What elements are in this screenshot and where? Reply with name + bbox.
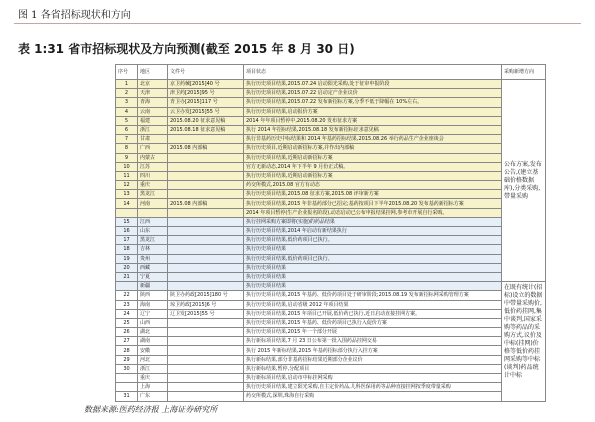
cell-doc: [168, 162, 244, 171]
table-row: [116, 291, 546, 300]
cell-region: 河北: [138, 355, 168, 364]
cell-region: 浙江: [138, 364, 168, 373]
cell-doc: [168, 272, 244, 281]
cell-status: 执行 2015 年新标结果,2015 年基药招标部分执行入挂方案: [244, 346, 502, 355]
table-row: [116, 190, 546, 199]
cell-region: 青海: [138, 98, 168, 107]
cell-no: 28: [116, 346, 138, 355]
table-row: [116, 80, 546, 89]
cell-status: 执行历史项目结果,2015 年项目已开展,低价药已执行,近日启动直接挂网方案。: [244, 309, 502, 318]
tender-status-table: [115, 64, 546, 402]
cell-region: [138, 208, 168, 217]
cell-region: 山东: [138, 227, 168, 236]
cell-no: 5: [116, 116, 138, 125]
table-row: [116, 346, 546, 355]
cell-no: 12: [116, 181, 138, 190]
cell-status: 执行历史项目结果: [244, 282, 502, 291]
cell-status: 执行历史项目结果,近期启动新招标方案: [244, 171, 502, 180]
cell-region: 黑龙江: [138, 236, 168, 245]
cell-doc: [168, 227, 244, 236]
cell-region: 重庆: [138, 181, 168, 190]
table-row: [116, 328, 546, 337]
table-title: 表 1:31 省市招标现状及方向预测(截至 2015 年 8 月 30 日): [18, 42, 355, 56]
table-row: [116, 208, 546, 217]
cell-doc: [168, 254, 244, 263]
cell-region: 海南: [138, 300, 168, 309]
table-row: [116, 355, 546, 364]
cell-no: 26: [116, 328, 138, 337]
cell-status: 执行历史项目结果,低价药项目已执行。: [244, 236, 502, 245]
cell-doc: 2015.08 内部稿: [168, 199, 244, 208]
cell-region: 云南: [138, 107, 168, 116]
cell-region: 西藏: [138, 263, 168, 272]
cell-status: 执行历史项目结果,启动省级 2012 年项目结果: [244, 300, 502, 309]
header-status: 项目状态: [244, 65, 502, 80]
source-note: 数据来源:医药经济报 上海证券研究所: [84, 405, 218, 414]
table-row: [116, 227, 546, 236]
cell-status: 执行历史项目结果,2014 年启动有新结果执行: [244, 227, 502, 236]
cell-region: 甘肃: [138, 135, 168, 144]
cell-no: 19: [116, 254, 138, 263]
cell-no: 21: [116, 272, 138, 281]
cell-status: 执行历史项目结果: [244, 263, 502, 272]
cell-status: 执行历史项目结果,低价药项目已执行。: [244, 254, 502, 263]
cell-status: 执行历史项目结果,2015.08 征求方案,2015.08 评审新方案: [244, 190, 502, 199]
cell-doc: [168, 217, 244, 226]
cell-status: 执行新标结果,暂停,分配项目: [244, 364, 502, 373]
cell-no: 11: [116, 171, 138, 180]
table-row: [116, 89, 546, 98]
cell-status: 药交所模式,深圳,珠海自行采购: [244, 392, 502, 401]
cell-region: 吉林: [138, 245, 168, 254]
cell-region: 贵州: [138, 254, 168, 263]
cell-status: 执行历史项目结果,启动报价方案: [244, 107, 502, 116]
table-row: [116, 272, 546, 281]
cell-region: 湖南: [138, 337, 168, 346]
table-row: [116, 383, 546, 392]
cell-no: 17: [116, 236, 138, 245]
table-row: [116, 135, 546, 144]
cell-no: 8: [116, 144, 138, 153]
table-row: [116, 236, 546, 245]
cell-status: 执行历史项目结果: [244, 272, 502, 281]
cell-doc: [168, 328, 244, 337]
cell-doc: [168, 208, 244, 217]
cell-status: 2014 年项目暂停(生产企业报名阶段),动态启动已公布申报结果挂网,参考市开展自行采购。: [244, 208, 502, 217]
cell-doc: [168, 392, 244, 401]
table-row: [116, 374, 546, 383]
table-body: [116, 80, 546, 402]
header-trend: 采购新增方向: [502, 65, 546, 80]
cell-doc: 青卫办[2015]117 号: [168, 98, 244, 107]
cell-status: 执行历史项目结果,2015 年一个部分开展: [244, 328, 502, 337]
cell-doc: 2015.08 内部稿: [168, 144, 244, 153]
table-row: [116, 245, 546, 254]
cell-region: 浙江: [138, 125, 168, 134]
cell-region: 新疆: [138, 282, 168, 291]
cell-doc: [168, 263, 244, 272]
cell-region: 上海: [138, 383, 168, 392]
cell-region: 宁夏: [138, 272, 168, 281]
cell-no: [116, 282, 138, 291]
table-row: [116, 116, 546, 125]
cell-no: 18: [116, 245, 138, 254]
table-row: [116, 98, 546, 107]
cell-no: 13: [116, 190, 138, 199]
cell-doc: 津卫药[2015]95 号: [168, 89, 244, 98]
table-row: [116, 144, 546, 153]
cell-no: 30: [116, 364, 138, 373]
table-row: [116, 171, 546, 180]
cell-region: 天津: [138, 89, 168, 98]
cell-region: 江苏: [138, 162, 168, 171]
cell-region: 湖北: [138, 328, 168, 337]
table-row: [116, 125, 546, 134]
cell-region: 内蒙古: [138, 153, 168, 162]
cell-status: 执行历史项目结果,建立阳光采购,自主定价药品,儿科医保用药等品种直接挂网按季度带量采购: [244, 383, 502, 392]
cell-doc: [168, 355, 244, 364]
cell-doc: [168, 236, 244, 245]
cell-region: 山西: [138, 318, 168, 327]
header-region: 地区: [138, 65, 168, 80]
cell-no: 31: [116, 392, 138, 401]
cell-region: 江西: [138, 217, 168, 226]
cell-status: 执行历史项目,近期启动新招标方案,并作出内部稿: [244, 144, 502, 153]
cell-status: 官方无新动态,2014 年下半年 9 月份正式稿。: [244, 162, 502, 171]
cell-no: 29: [116, 355, 138, 364]
cell-no: 10: [116, 162, 138, 171]
cell-region: 辽宁: [138, 309, 168, 318]
cell-no: [116, 208, 138, 217]
cell-no: 3: [116, 98, 138, 107]
cell-no: [116, 374, 138, 383]
cell-no: 4: [116, 107, 138, 116]
table-row: [116, 337, 546, 346]
cell-doc: [168, 153, 244, 162]
figure-title: 图 1 各省招标现状和方向: [18, 10, 131, 21]
cell-doc: [168, 171, 244, 180]
cell-doc: 云卫办发[2015]55 号: [168, 107, 244, 116]
cell-region: 北京: [138, 80, 168, 89]
cell-status: 执行非基药历史中标结果和 2014 年基药招标结果,2015.08.26 举行药品生产企业座谈会: [244, 135, 502, 144]
cell-doc: [168, 181, 244, 190]
table-row: [116, 392, 546, 401]
cell-doc: [168, 337, 244, 346]
trend-group-2: 在既有统计(招标)设立的数据中带量采购价,低价药挂网,集中谈判,国家采购等药品的采购方式,议价及中标(挂网)价格等低价药挂网采购等中标(谈判)药品统计中标: [502, 282, 546, 401]
cell-doc: [168, 282, 244, 291]
cell-doc: [168, 383, 244, 392]
cell-no: 15: [116, 217, 138, 226]
cell-status: 执行历史项目结果,2015.07.22 发布新招标方案,分季不低于降幅在 10%左右。: [244, 98, 502, 107]
cell-status: 执行历史项目结果,2015 年基药、低价药项目处于研审阶段;2015.08.19 发布新招标网采购管理方案: [244, 291, 502, 300]
cell-no: 1: [116, 80, 138, 89]
cell-region: 重庆: [138, 374, 168, 383]
cell-status: 执行新标结果,部分非基药招标结果近期部分企业议价: [244, 355, 502, 364]
table-row: [116, 162, 546, 171]
cell-doc: [168, 374, 244, 383]
cell-doc: 辽卫发[2015]55 号: [168, 309, 244, 318]
cell-doc: 2015.08.18 征求意见稿: [168, 125, 244, 134]
table-row: [116, 318, 546, 327]
table-row: [116, 181, 546, 190]
cell-no: 22: [116, 291, 138, 300]
cell-no: 25: [116, 318, 138, 327]
cell-status: 执行历史项目结果,2015 年非基药部分已招完;基药按项目下半年2015.08.20 发布基药新招标方案: [244, 199, 502, 208]
table-row: [116, 263, 546, 272]
cell-region: 四川: [138, 171, 168, 180]
cell-no: 20: [116, 263, 138, 272]
cell-no: 2: [116, 89, 138, 98]
cell-status: 执行历史项目结果,2015.07.24 启动阳光采购,处于征审申报阶段: [244, 80, 502, 89]
cell-status: 执行新标项目结果,7 月 23 日公布第一批入围药品挂网交易: [244, 337, 502, 346]
table-row: [116, 153, 546, 162]
table-row: [116, 217, 546, 226]
cell-region: 安徽: [138, 346, 168, 355]
cell-doc: 2015.08.20 征求意见稿: [168, 116, 244, 125]
cell-status: 执行历史项目结果: [244, 245, 502, 254]
cell-region: 福建: [138, 116, 168, 125]
cell-no: 7: [116, 135, 138, 144]
trend-group-1: 公布方案,发布公告,(建立基础价格数据库),分类采购,带量采购: [502, 80, 546, 282]
cell-doc: [168, 318, 244, 327]
cell-doc: [168, 245, 244, 254]
cell-region: 黑龙江: [138, 190, 168, 199]
cell-doc: 陕卫办药政[2015]180 号: [168, 291, 244, 300]
table-row: [116, 309, 546, 318]
cell-no: 23: [116, 300, 138, 309]
cell-no: 9: [116, 153, 138, 162]
table-row: [116, 300, 546, 309]
cell-status: 执行挂网采购方案即将(实施)的药品结果: [244, 217, 502, 226]
table-row: [116, 282, 546, 291]
cell-doc: [168, 135, 244, 144]
cell-doc: [168, 346, 244, 355]
header-no: 序号: [116, 65, 138, 80]
tender-status-table-wrap: [115, 64, 545, 402]
cell-no: 27: [116, 337, 138, 346]
cell-doc: 京卫药械[2015]40 号: [168, 80, 244, 89]
cell-region: 广西: [138, 144, 168, 153]
table-row: [116, 107, 546, 116]
cell-no: 24: [116, 309, 138, 318]
cell-region: 陕西: [138, 291, 168, 300]
table-row: [116, 254, 546, 263]
cell-region: 河南: [138, 199, 168, 208]
cell-status: 执行新标项目结果,启动市中标挂网采购: [244, 374, 502, 383]
cell-doc: [168, 364, 244, 373]
cell-status: 执行历史项目结果,2015.07.22 启动定产企业议价: [244, 89, 502, 98]
cell-no: [116, 383, 138, 392]
top-divider: [14, 23, 581, 24]
cell-no: 14: [116, 199, 138, 208]
cell-doc: 琼卫药政[2015]6 号: [168, 300, 244, 309]
cell-status: 执行历史项目结果,2015 年基药、低价药项目已执行入促价方案: [244, 318, 502, 327]
cell-doc: [168, 190, 244, 199]
cell-status: 药交所模式,2015.08 官方有动态: [244, 181, 502, 190]
cell-no: 16: [116, 227, 138, 236]
table-row: [116, 364, 546, 373]
cell-no: 6: [116, 125, 138, 134]
cell-region: 广东: [138, 392, 168, 401]
cell-status: 执行 2014 年招标结果,2015.08.18 发布新招标征求意见稿: [244, 125, 502, 134]
cell-status: 2014 年年项目暂停中,2015.08.20 发布征求方案: [244, 116, 502, 125]
cell-status: 执行历史项目结果,近期启动新招标方案: [244, 153, 502, 162]
table-header-row: [116, 65, 546, 80]
header-doc: 文件号: [168, 65, 244, 80]
table-row: [116, 199, 546, 208]
